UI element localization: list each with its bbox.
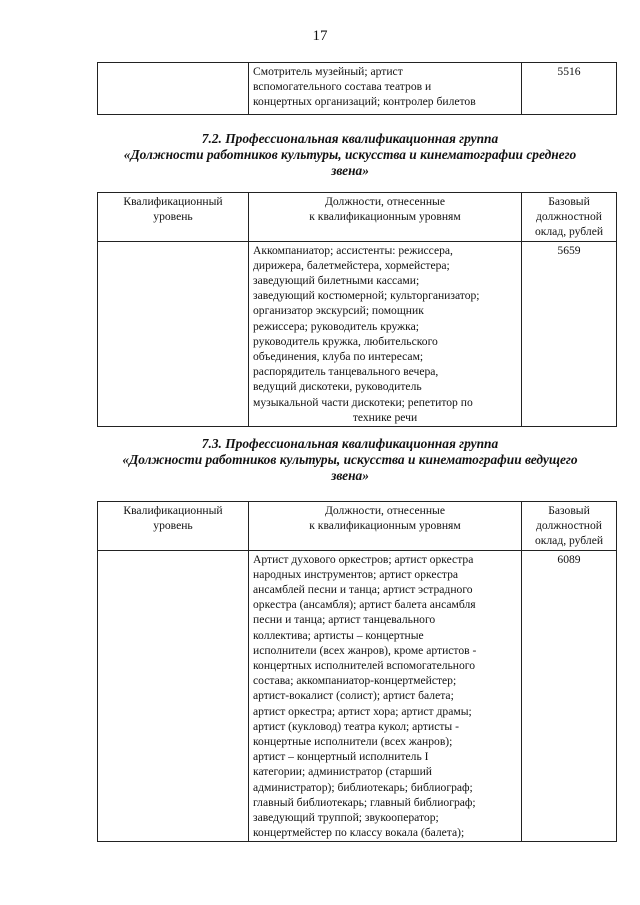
text-line: артист (кукловод) театра кукол; артисты - [253, 719, 459, 733]
text-line: коллектива; артисты – концертные [253, 628, 424, 642]
header-line: Должности, отнесенные [325, 195, 445, 208]
header-line: уровень [153, 519, 193, 533]
text-line: администратор); библиотекарь; библиограф; [253, 780, 473, 794]
section-7-2-heading [80, 131, 620, 179]
table-header-row [98, 193, 617, 242]
text-line: песни и танца; артист танцевального [253, 613, 436, 627]
text-line: концертные исполнители (всех жанров); [253, 735, 453, 749]
text-line: артист-вокалист (солист); артист балета; [253, 689, 454, 703]
heading-line: звена» [331, 163, 369, 178]
header-line: Должности, отнесенные [325, 504, 445, 517]
text-line: руководитель кружка, любительского [253, 334, 438, 348]
text-line: музыкальной части дискотеки; репетитор по [253, 395, 473, 409]
section-7-3-table [97, 501, 617, 842]
level-cell [98, 241, 249, 426]
text-line: артист оркестра; артист хора; артист драмы; [253, 704, 472, 718]
text-line: концертных исполнителей вспомогательного [253, 659, 476, 673]
text-line: категории; администратор (старший [253, 765, 432, 779]
table-header-row [98, 502, 617, 551]
section-7-3-heading [80, 436, 620, 484]
text-line: оркестра (ансамбля); артист балета ансамбля [253, 598, 476, 612]
text-line: режиссера; руководитель кружка; [253, 319, 419, 333]
positions-header [249, 502, 522, 551]
section-7-2-table [97, 192, 617, 427]
positions-cell [249, 550, 522, 842]
level-cell [98, 550, 249, 842]
header-line: к квалификационным уровням [309, 210, 461, 224]
table-row [98, 550, 617, 842]
text-line: Смотритель музейный; артист [253, 65, 403, 78]
positions-header [249, 193, 522, 242]
text-line: распорядитель танцевального вечера, [253, 365, 439, 379]
text-line: артист – концертный исполнитель I [253, 750, 429, 764]
level-header [98, 193, 249, 242]
text-line: ведущий дискотеки, руководитель [253, 380, 422, 394]
salary-cell: 6089 [522, 550, 617, 842]
header-line: Квалификационный [123, 504, 223, 517]
text-line: заведующий труппой; звукооператор; [253, 811, 439, 825]
salary-header [522, 193, 617, 242]
header-line: Базовый [548, 504, 590, 517]
page-number: 17 [312, 28, 328, 44]
header-line: Базовый [548, 195, 590, 208]
heading-line: 7.3. Профессиональная квалификационная группа [201, 436, 499, 451]
text-line: вспомогательного состава театров и [253, 80, 432, 94]
header-line: к квалификационным уровням [309, 519, 461, 533]
salary-cell: 5659 [522, 241, 617, 426]
salary-header [522, 502, 617, 551]
heading-line: «Должности работников культуры, искусства и кинематографии ведущего [122, 452, 578, 467]
header-line: оклад, рублей [534, 225, 604, 239]
text-line: ансамблей песни и танца; артист эстрадного [253, 583, 473, 597]
text-line: концертмейстер по классу вокала (балета); [253, 826, 465, 840]
header-line: должностной [535, 519, 603, 533]
positions-cell [249, 241, 522, 426]
text-line: объединения, клуба по интересам; [253, 350, 424, 364]
text-line: технике речи [352, 410, 418, 424]
top-table [97, 62, 617, 115]
text-line: концертных организаций; контролер билетов [253, 95, 476, 109]
text-line: заведующий костюмерной; культорганизатор; [253, 289, 480, 303]
text-line: дирижера, балетмейстера, хормейстера; [253, 258, 450, 272]
text-line: Аккомпаниатор; ассистенты: режиссера, [253, 243, 453, 257]
salary-cell: 5516 [522, 63, 617, 115]
text-line: состава; аккомпаниатор-концертмейстер; [253, 674, 457, 688]
level-header [98, 502, 249, 551]
heading-line: звена» [331, 468, 369, 483]
header-line: должностной [535, 210, 603, 224]
positions-cell [249, 63, 522, 115]
table-row [98, 241, 617, 426]
text-line: Артист духового оркестров; артист оркестра [253, 552, 474, 566]
text-line: организатор экскурсий; помощник [253, 304, 424, 318]
header-line: уровень [153, 210, 193, 224]
header-line: оклад, рублей [534, 534, 604, 548]
heading-line: 7.2. Профессиональная квалификационная группа [201, 131, 499, 146]
table-row [98, 63, 617, 115]
level-cell [98, 63, 249, 115]
heading-line: «Должности работников культуры, искусства и кинематографии среднего [123, 147, 577, 162]
header-line: Квалификационный [123, 195, 223, 208]
text-line: главный библиотекарь; главный библиограф; [253, 795, 476, 809]
text-line: исполнители (всех жанров), кроме артистов - [253, 643, 477, 657]
text-line: заведующий билетными кассами; [253, 274, 420, 288]
text-line: народных инструментов; артист оркестра [253, 567, 459, 581]
